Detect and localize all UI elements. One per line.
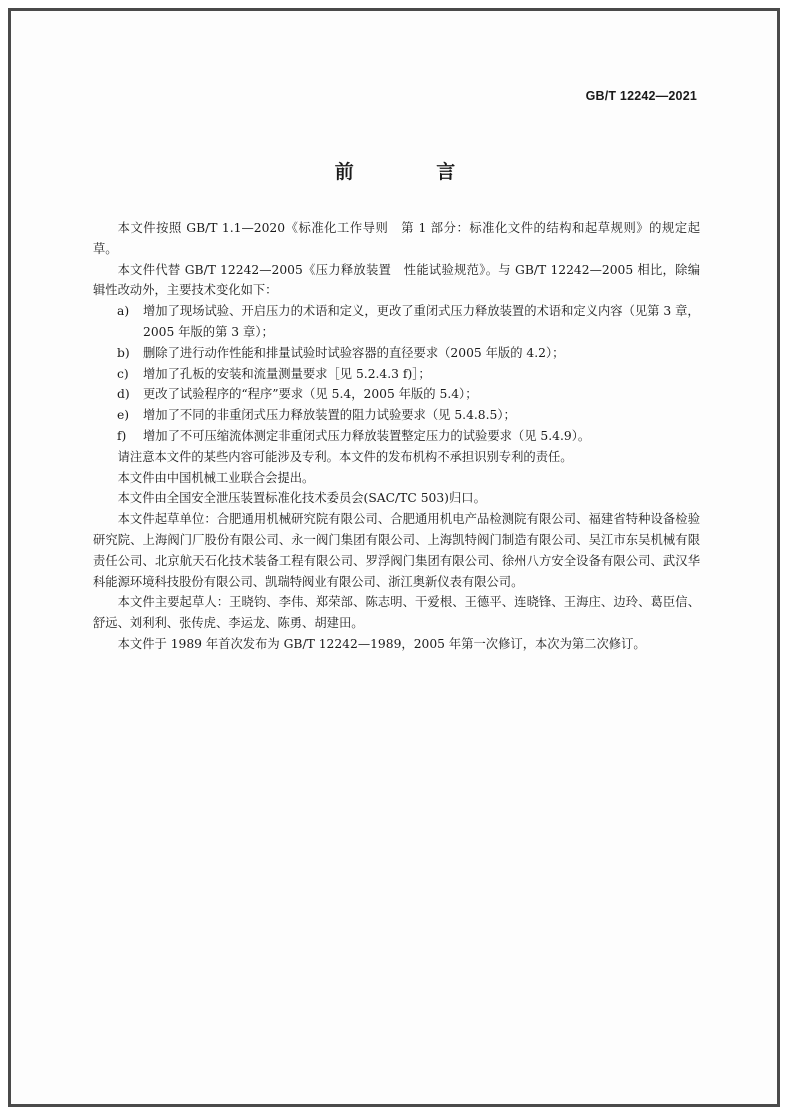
list-item — [93, 426, 700, 447]
paragraph-drafting-organizations: 本文件起草单位：合肥通用机械研究院有限公司、合肥通用机电产品检测院有限公司、福建省特种设备检验研究院、上海阀门厂股份有限公司、永一阀门集团有限公司、上海凯特阀门制造有限公司、吴江市东吴机械有限责任公司、北京航天石化技术装备工程有限公司、罗浮阀门集团有限公司、徐州八方安全设备有限公司、武汉华科能源环境科技股份有限公司、凯瑞特阀业有限公司、浙江奥新仪表有限公司。 — [93, 512, 700, 589]
paragraph-drafting-rules: 本文件按照 GB/T 1.1—2020《标准化工作导则 第 1 部分：标准化文件的结构和起草规则》的规定起草。 — [93, 221, 700, 256]
list-marker: a) — [117, 304, 130, 319]
paragraph-patent-notice: 请注意本文件的某些内容可能涉及专利。本文件的发布机构不承担识别专利的责任。 — [117, 449, 573, 464]
list-item-text: 增加了现场试验、开启压力的术语和定义，更改了重闭式压力释放装置的术语和定义内容（见第 3 章，2005 年版的第 3 章）； — [143, 304, 700, 339]
page-title: 前 言 — [334, 161, 494, 183]
paragraph-main-drafters: 本文件主要起草人：王晓钧、李伟、郑荣部、陈志明、干爱根、王德平、连晓锋、王海庄、边玲、葛臣信、舒远、刘利利、张传虎、李运龙、陈勇、胡建田。 — [93, 595, 700, 631]
paragraph-revision-history: 本文件于 1989 年首次发布为 GB/T 12242—1989，2005 年第一次修订，本次为第二次修订。 — [117, 636, 646, 651]
list-item — [93, 384, 700, 405]
list-item — [93, 364, 700, 385]
list-item — [93, 405, 700, 426]
list-marker: f) — [117, 428, 127, 443]
list-item — [93, 343, 700, 364]
list-item-text: 增加了不可压缩流体测定非重闭式压力释放装置整定压力的试验要求（见 5.4.9）。 — [143, 428, 591, 443]
list-marker: e) — [117, 408, 130, 423]
list-item-text: 更改了试验程序的“程序”要求（见 5.4，2005 年版的 5.4）； — [143, 387, 478, 402]
paragraph-proposed-by: 本文件由中国机械工业联合会提出。 — [117, 470, 315, 485]
list-marker: d) — [117, 387, 130, 402]
paragraph-under-jurisdiction: 本文件由全国安全泄压装置标准化技术委员会(SAC/TC 503)归口。 — [117, 491, 486, 506]
paragraph-replaces: 本文件代替 GB/T 12242—2005《压力释放装置 性能试验规范》。与 GB/T 12242—2005 相比，除编辑性改动外，主要技术变化如下： — [93, 262, 700, 298]
list-marker: b) — [117, 345, 130, 360]
list-item-text: 删除了进行动作性能和排量试验时试验容器的直径要求（2005 年版的 4.2）； — [143, 345, 565, 360]
list-marker: c) — [117, 366, 129, 381]
standard-code: GB/T 12242—2021 — [585, 89, 697, 103]
list-item-text: 增加了孔板的安装和流量测量要求［见 5.2.4.3 f)］； — [143, 366, 431, 381]
list-item — [93, 301, 700, 343]
foreword-body — [93, 218, 700, 655]
list-item-text: 增加了不同的非重闭式压力释放装置的阻力试验要求（见 5.4.8.5）； — [143, 408, 516, 423]
